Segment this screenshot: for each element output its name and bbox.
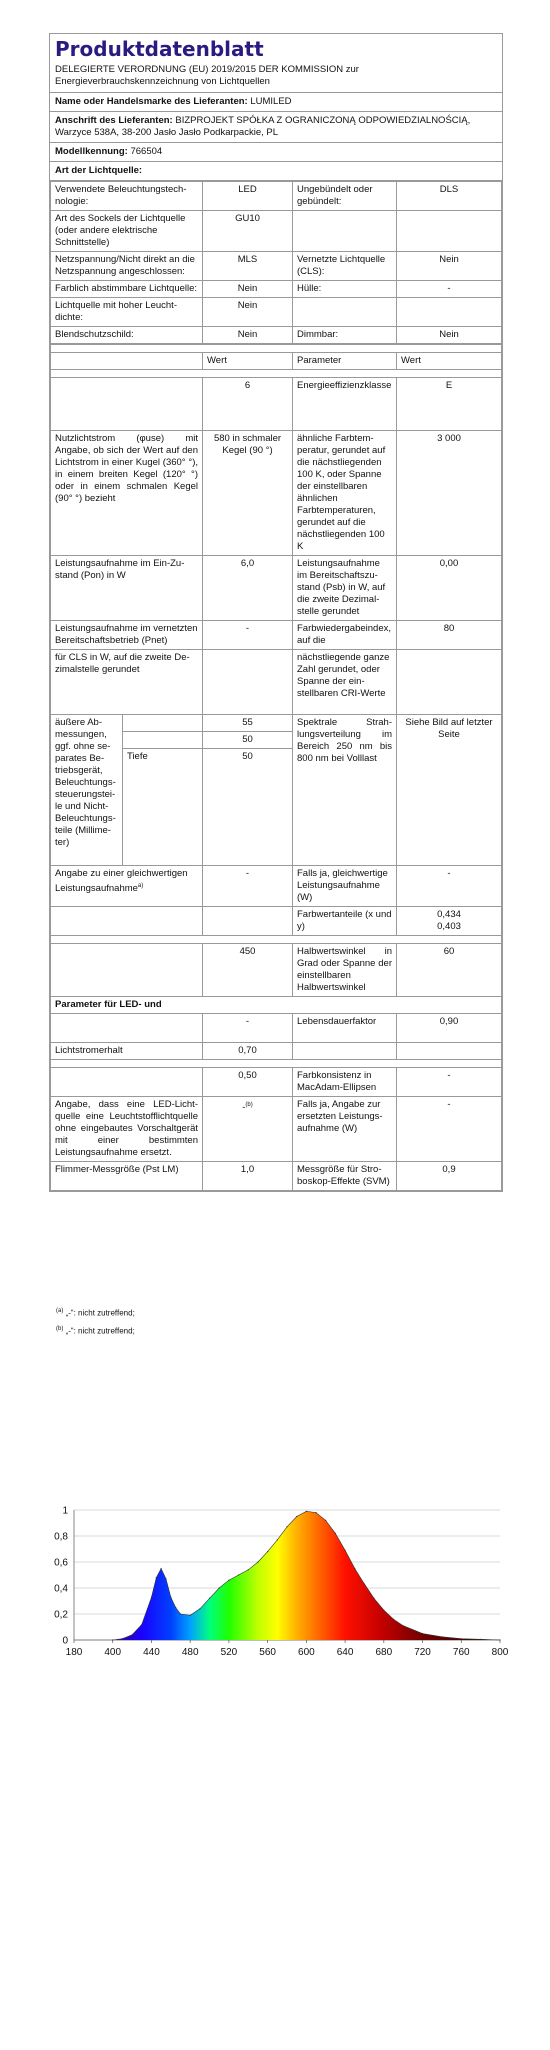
param-value: 0,00 [397, 556, 502, 621]
type-label: Vernetzte Lichtquelle (CLS): [293, 252, 397, 281]
x-tick-label: 440 [143, 1647, 160, 1658]
param-label: Lichtstromerhalt [51, 1043, 203, 1060]
header-wert: Wert [203, 353, 293, 370]
type-label: Lichtquelle mit hoher Leuchtdichte: [51, 298, 203, 327]
led-section-header [51, 997, 502, 1014]
param-row [51, 431, 502, 556]
param-value: 580 in schmaler Kegel (90 °) [203, 431, 293, 556]
footnote [52, 1323, 502, 1338]
param-value [397, 907, 502, 936]
param-label: Angabe, dass eine LED-Lichtquelle eine Leuchtstofflichtquelle ohne eingebautes Vorschaltgerät mit einer bestimmten Leistungsaufnahme ersetzt. [51, 1097, 203, 1162]
chromaticity-x: 0,434 [437, 909, 461, 920]
supplier-name-value: LUMILED [250, 96, 292, 107]
param-value: 6 [203, 378, 293, 431]
type-row [51, 252, 502, 281]
spectrum-point [286, 1526, 287, 1527]
spectrum-point [315, 1512, 316, 1513]
spectrum-point [132, 1634, 133, 1635]
type-row [51, 327, 502, 344]
spectrum-point [480, 1639, 481, 1640]
param-row [51, 907, 502, 936]
y-tick-label: 0,6 [54, 1557, 68, 1569]
param-value: E [397, 378, 502, 431]
spectrum-point [141, 1624, 142, 1625]
spectrum-point [156, 1577, 157, 1578]
x-tick-label: 800 [491, 1647, 509, 1658]
param-value: 1,0 [203, 1162, 293, 1191]
spectrum-point [499, 1639, 500, 1640]
footnote [52, 1305, 502, 1320]
spectrum-point [180, 1613, 181, 1614]
x-tick-label: 600 [298, 1647, 315, 1658]
param-value: 0,90 [397, 1014, 502, 1043]
type-value [397, 211, 502, 252]
supplier-name-row [50, 93, 502, 112]
datasheet [49, 33, 503, 1192]
type-label: Farblich abstimmbare Lichtquelle: [51, 281, 203, 298]
spectrum-point [393, 1619, 394, 1620]
footnotes [52, 1302, 502, 1337]
param-label: Farbwiedergabeindex, auf die [293, 621, 397, 650]
x-tick-label: 560 [259, 1647, 276, 1658]
param-label: Nutzlichtstrom (φuse) mit Angabe, ob sich der Wert auf den Lichtstrom in einer Kugel (360° °), in einem breiten Kegel (120° °) oder in einem schmalen Kegel (90° °) bezieht [51, 431, 203, 556]
param-label: Falls ja, gleichwertige Leistungsaufnahme (W) [293, 866, 397, 907]
spectrum-point [112, 1639, 113, 1640]
param-value [203, 1097, 293, 1162]
spectrum-point [228, 1580, 229, 1581]
param-row [51, 378, 502, 431]
parameter-table [50, 344, 502, 1191]
param-value: - [397, 866, 502, 907]
type-label: Verwendete Beleuchtungstechnologie: [51, 182, 203, 211]
footnote-mark: (a) [56, 1308, 64, 1314]
param-value: - [203, 621, 293, 650]
type-value: DLS [397, 182, 502, 211]
type-label: Hülle: [293, 281, 397, 298]
type-label: Art des Sockels der Lichtquelle (oder andere elektrische Schnittstelle) [51, 211, 203, 252]
param-label: Falls ja, Angabe zur ersetzten Leistungsaufnahme (W) [293, 1097, 397, 1162]
param-value: 450 [203, 944, 293, 997]
x-tick-label: 720 [414, 1647, 431, 1658]
param-label: Energieeffizienzklasse [293, 378, 397, 431]
x-tick-label: 520 [220, 1647, 238, 1658]
type-label: Blendschutzschild: [51, 327, 203, 344]
section-type-heading [50, 162, 502, 181]
param-value: - [203, 866, 293, 907]
type-value: Nein [203, 298, 293, 327]
type-label: Netzspannung/Nicht direkt an die Netzspannung angeschlossen: [51, 252, 203, 281]
param-row [51, 1068, 502, 1097]
dimension-value: 50 [203, 732, 293, 749]
spectrum-point [170, 1597, 171, 1598]
param-row [51, 1162, 502, 1191]
param-label: Leistungsaufnahme im Bereitschaftszustand (Psb) in W, auf die zweite Dezimalstelle gerundet [293, 556, 397, 621]
param-value: 0,50 [203, 1068, 293, 1097]
model-value: 766504 [130, 146, 163, 157]
supplier-address-row [50, 112, 502, 143]
spectrum-point [345, 1550, 346, 1551]
spectrum-point [209, 1598, 210, 1599]
dimension-value: 55 [203, 715, 293, 732]
spectrum-point [267, 1551, 268, 1552]
y-tick-label: 1 [62, 1505, 68, 1517]
type-value: MLS [203, 252, 293, 281]
spectrum-point [441, 1636, 442, 1637]
type-value: LED [203, 182, 293, 211]
supplier-name-label: Name oder Handelsmarke des Lieferanten: [55, 96, 248, 107]
param-value: Siehe Bild auf letzter Seite [397, 715, 502, 866]
footnote-mark: (b) [245, 1102, 253, 1108]
param-label: Leistungsaufnahme im Ein-Zustand (Pon) in W [51, 556, 203, 621]
param-value: 0,70 [203, 1043, 293, 1060]
supplier-address-value: BIZPROJEKT SPÓŁKA Z OGRANICZONĄ ODPOWIEDZIALNOŚCIĄ, Warzyce 538A, 38-200 Jasło Jasło Podkarpackie, PL [55, 115, 471, 138]
spectrum-point [383, 1610, 384, 1611]
type-value: Nein [397, 252, 502, 281]
dimension-label [123, 732, 203, 749]
param-row [51, 944, 502, 997]
light-source-type-table [50, 181, 502, 344]
param-label: ähnliche Farbtemperatur, gerundet auf die nächstliegenden 100 K, oder Spanne der einstellbaren ähnlichen Farbtemperaturen, gerundet auf die nächstliegenden 100 K [293, 431, 397, 556]
x-tick-label: 480 [181, 1647, 199, 1658]
dimension-value: 50 [203, 749, 293, 866]
spectrum-point [335, 1533, 336, 1534]
param-row [51, 621, 502, 650]
spectrum-area [113, 1511, 500, 1640]
type-row [51, 298, 502, 327]
spectrum-point [165, 1578, 166, 1579]
param-header-row [51, 353, 502, 370]
spectrum-point [257, 1561, 258, 1562]
x-tick-label: 640 [336, 1647, 354, 1658]
spectral-distribution-chart [40, 1500, 520, 1680]
param-label: Leistungsaufnahme im vernetzten Bereitschaftsbetrieb (Pnet) [51, 621, 203, 650]
param-value: - [397, 1068, 502, 1097]
param-label-text: Angabe zu einer gleichwertigen Leistungsaufnahme [55, 868, 188, 895]
led-section-label: Parameter für LED- und [51, 997, 502, 1014]
param-value: 80 [397, 621, 502, 650]
param-label: für CLS in W, auf die zweite Dezimalstelle gerundet [51, 650, 203, 715]
param-label: Halbwertswinkel in Grad oder Spanne der einstellbaren Halbwertswinkel [293, 944, 397, 997]
param-row [51, 1097, 502, 1162]
type-value: - [397, 281, 502, 298]
chromaticity-y: 0,403 [437, 921, 461, 932]
param-row [51, 866, 502, 907]
type-value: GU10 [203, 211, 293, 252]
regulation-subtitle: DELEGIERTE VERORDNUNG (EU) 2019/2015 DER KOMMISSION zur Energieverbrauchskennzeichnung von Lichtquellen [50, 62, 502, 93]
param-value: 3 000 [397, 431, 502, 556]
spectrum-point [403, 1625, 404, 1626]
spectrum-point [422, 1633, 423, 1634]
spectrum-point [219, 1587, 220, 1588]
param-value: 0,9 [397, 1162, 502, 1191]
model-row [50, 143, 502, 162]
x-tick-label: 180 [65, 1647, 83, 1658]
dimension-label: Tiefe [123, 749, 203, 866]
section-type-label: Art der Lichtquelle: [55, 165, 143, 176]
type-label [293, 211, 397, 252]
model-label: Modellkennung: [55, 146, 128, 157]
spectrum-point [325, 1520, 326, 1521]
param-value: 60 [397, 944, 502, 997]
y-tick-label: 0 [62, 1635, 68, 1647]
param-label: Farbwertanteile (x und y) [293, 907, 397, 936]
param-row-dimensions [51, 715, 502, 732]
y-tick-label: 0,2 [54, 1609, 68, 1621]
type-row [51, 182, 502, 211]
param-label: Farbkonsistenz in MacAdam-Ellipsen [293, 1068, 397, 1097]
spectrum-point [364, 1584, 365, 1585]
param-label [51, 866, 203, 907]
param-label: nächstliegende ganze Zahl gerundet, oder Spanne der einstellbaren CRI-Werte [293, 650, 397, 715]
spectrum-point [248, 1569, 249, 1570]
footnote-mark: a) [137, 883, 144, 889]
header-parameter: Parameter [293, 353, 397, 370]
spectrum-point [306, 1511, 307, 1512]
param-label: Spektrale Strahlungsverteilung im Bereich 250 nm bis 800 nm bei Volllast [293, 715, 397, 866]
param-row [51, 650, 502, 715]
footnote-mark: (b) [56, 1325, 64, 1332]
type-value: Nein [203, 281, 293, 298]
spectrum-point [354, 1568, 355, 1569]
type-value [397, 298, 502, 327]
param-value: - [203, 1014, 293, 1043]
param-row [51, 1043, 502, 1060]
x-tick-label: 680 [375, 1647, 393, 1658]
supplier-address-label: Anschrift des Lieferanten: [55, 115, 173, 126]
header-wert-2: Wert [397, 353, 502, 370]
dimension-label [123, 715, 203, 732]
spectrum-point [175, 1607, 176, 1608]
type-row [51, 281, 502, 298]
footnote-text: „-“: nicht zutreffend; [65, 1308, 135, 1318]
type-label: Dimmbar: [293, 327, 397, 344]
type-value: Nein [397, 327, 502, 344]
param-label: Messgröße für Stroboskop-Effekte (SVM) [293, 1162, 397, 1191]
spectrum-point [199, 1608, 200, 1609]
spectrum-point [190, 1615, 191, 1616]
x-tick-label: 760 [452, 1647, 470, 1658]
y-tick-label: 0,8 [54, 1531, 68, 1543]
spectrum-point [161, 1568, 162, 1569]
footnote-text: „-“: nicht zutreffend; [65, 1326, 135, 1336]
spectrum-point [238, 1574, 239, 1575]
x-tick-label: 400 [104, 1647, 122, 1658]
param-row [51, 1014, 502, 1043]
type-row [51, 211, 502, 252]
param-row [51, 556, 502, 621]
param-value: - [397, 1097, 502, 1162]
param-value-text: - [242, 1102, 246, 1114]
spectrum-point [461, 1638, 462, 1639]
param-label: äußere Abmessungen, ggf. ohne separates Betriebsgerät, Beleuchtungssteuerungsteile und Nicht-Beleuchtungsteile (Millimeter) [51, 715, 123, 866]
spectrum-point [122, 1638, 123, 1639]
type-value: Nein [203, 327, 293, 344]
type-label [293, 298, 397, 327]
param-label: Lebensdauerfaktor [293, 1014, 397, 1043]
param-value: 6,0 [203, 556, 293, 621]
spectrum-point [296, 1516, 297, 1517]
spectrum-point [374, 1598, 375, 1599]
type-label: Ungebündelt oder gebündelt: [293, 182, 397, 211]
spectrum-point [277, 1539, 278, 1540]
page-title: Produktdatenblatt [55, 37, 264, 61]
param-label: Flimmer-Messgröße (Pst LM) [51, 1162, 203, 1191]
y-tick-label: 0,4 [54, 1583, 68, 1595]
spectrum-point [151, 1597, 152, 1598]
